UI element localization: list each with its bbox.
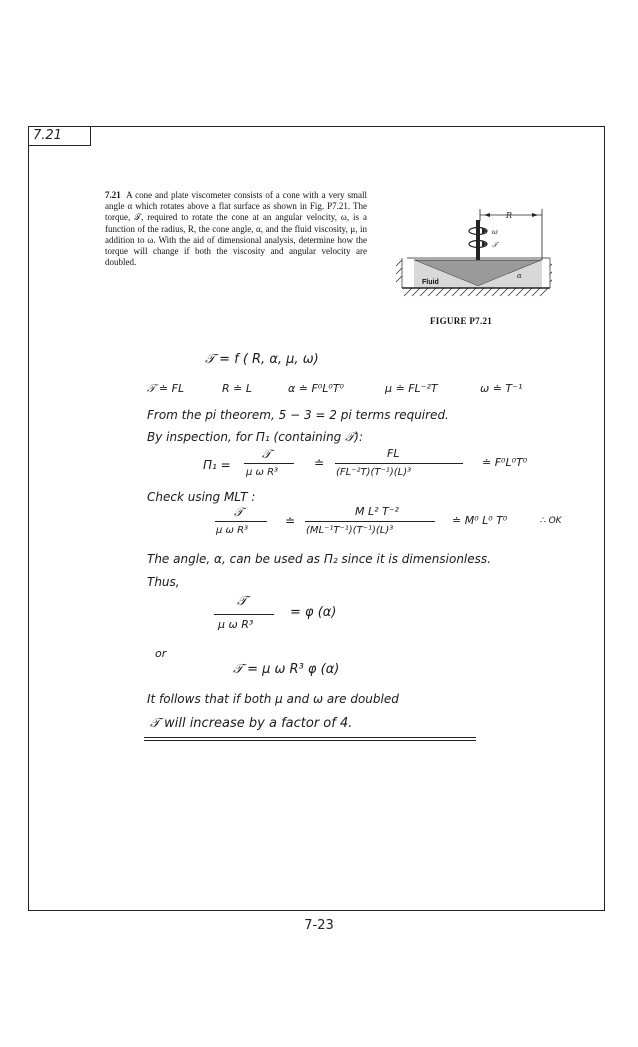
result-denominator: μ ω R³ bbox=[218, 618, 254, 631]
pi-theorem-line: From the pi theorem, 5 − 3 = 2 pi terms required. bbox=[147, 408, 449, 422]
check-label: Check using MLT : bbox=[147, 490, 256, 504]
inspection-line: By inspection, for Π₁ (containing 𝒯): bbox=[147, 430, 364, 444]
problem-statement bbox=[105, 190, 367, 268]
angle-line: The angle, α, can be used as Π₂ since it is dimensionless. bbox=[147, 552, 491, 566]
check-equiv: ≐ bbox=[285, 514, 296, 528]
problem-text: A cone and plate viscometer consists of a cone with a very small angle α which rotates above a flat surface as shown in Fig. P7.21. The torque, 𝒯, required to rotate the cone at an angular velocity, ω, is a function of the radius, R, the cone angle, α, and the fluid viscosity, μ, in addition to ω. With the aid of dimensional analysis, determine how the torque will change if both the viscosity and angular velocity are doubled. bbox=[105, 190, 367, 268]
pi1-result: ≐ F⁰L⁰T⁰ bbox=[482, 456, 528, 469]
final-equation: 𝒯 = μ ω R³ φ (α) bbox=[233, 662, 340, 677]
label-omega: ω bbox=[492, 228, 498, 236]
check-numerator: 𝒯 bbox=[234, 505, 244, 519]
pi1-label: Π₁ = bbox=[203, 458, 231, 472]
dim-radius: R ≐ L bbox=[222, 382, 252, 395]
conclusion-line-1: It follows that if both μ and ω are doubled bbox=[147, 692, 399, 706]
problem-tag: 7.21 bbox=[28, 126, 91, 146]
pi1-denominator: μ ω R³ bbox=[246, 467, 279, 478]
cone-plate-figure bbox=[392, 200, 552, 310]
result-fraction-bar bbox=[214, 614, 274, 615]
pi1-dim-numerator: FL bbox=[387, 447, 400, 460]
check-dim-fraction-bar bbox=[305, 521, 435, 522]
check-dim-numerator: M L² T⁻² bbox=[355, 505, 399, 518]
pi1-dim-fraction-bar bbox=[335, 463, 463, 464]
thus-label: Thus, bbox=[147, 575, 180, 589]
shaft bbox=[476, 220, 480, 260]
function-equation: 𝒯 = f ( R, α, μ, ω) bbox=[205, 352, 319, 367]
pi1-equiv: ≐ bbox=[314, 456, 325, 470]
conclusion-underline-2 bbox=[144, 740, 476, 741]
label-R: R bbox=[506, 211, 513, 220]
pi1-dim-denominator: (FL⁻²T)(T⁻¹)(L)³ bbox=[336, 467, 412, 478]
dim-viscosity: μ ≐ FL⁻²T bbox=[385, 382, 438, 395]
check-dim-denominator: (ML⁻¹T⁻¹)(T⁻¹)(L)³ bbox=[306, 525, 394, 536]
dim-torque: 𝒯 ≐ FL bbox=[147, 382, 185, 395]
check-denominator: μ ω R³ bbox=[216, 525, 249, 536]
result-rhs: = φ (α) bbox=[290, 605, 337, 620]
pi1-fraction-bar bbox=[244, 463, 294, 464]
conclusion-line-2: 𝒯 will increase by a factor of 4. bbox=[150, 716, 353, 731]
or-label: or bbox=[155, 647, 167, 660]
conclusion-underline-1 bbox=[144, 737, 476, 738]
check-result: ≐ M⁰ L⁰ T⁰ bbox=[452, 514, 508, 527]
page-number: 7-23 bbox=[304, 918, 334, 933]
result-numerator: 𝒯 bbox=[237, 594, 247, 609]
figure-caption: FIGURE P7.21 bbox=[430, 316, 493, 326]
check-ok: ∴ OK bbox=[540, 516, 562, 526]
dim-angle: α ≐ F⁰L⁰T⁰ bbox=[288, 382, 344, 395]
check-fraction-bar bbox=[215, 521, 267, 522]
problem-number: 7.21 bbox=[105, 190, 121, 200]
pi1-numerator: 𝒯 bbox=[262, 447, 272, 461]
label-fluid: Fluid bbox=[422, 279, 439, 286]
dim-omega: ω ≐ T⁻¹ bbox=[480, 382, 523, 395]
label-alpha: α bbox=[517, 272, 522, 280]
label-torque: 𝒯 bbox=[492, 241, 498, 249]
